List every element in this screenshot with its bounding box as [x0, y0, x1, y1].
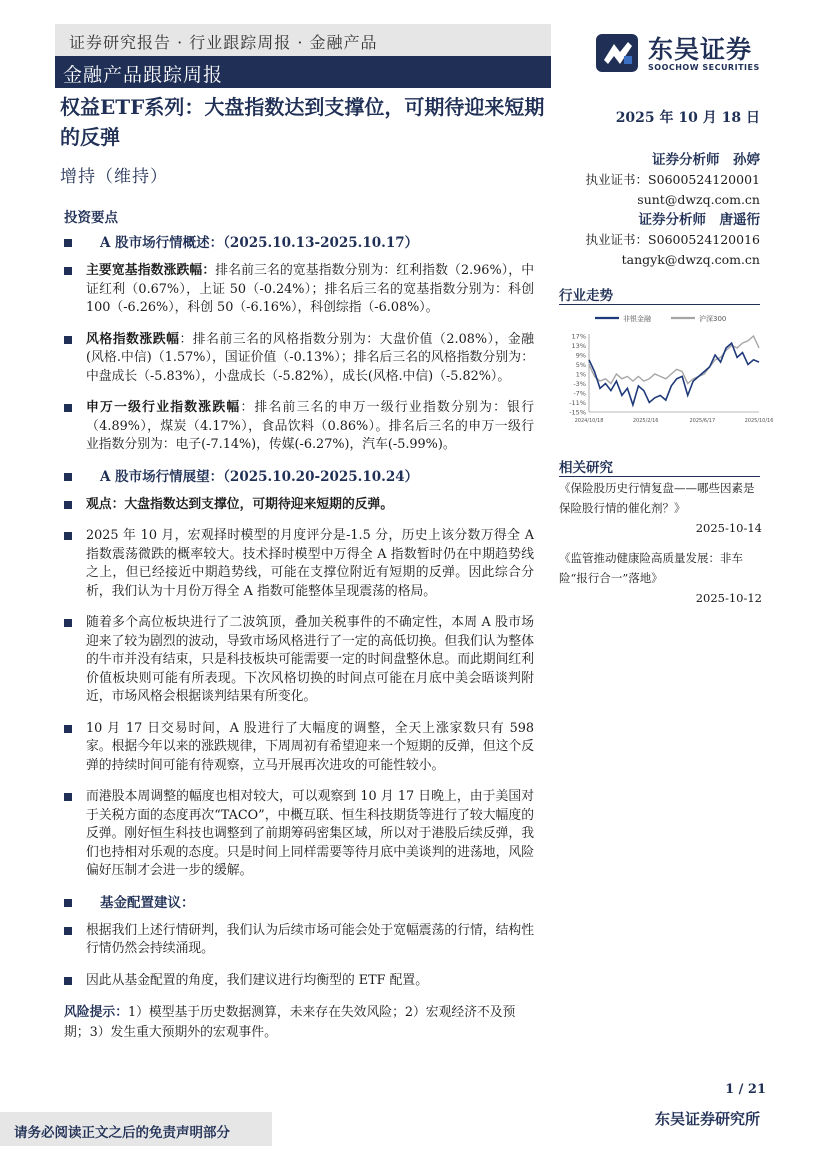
related-list: [559, 478, 762, 618]
series-line-index: [589, 336, 759, 384]
legend-label: 沪深300: [699, 315, 727, 323]
analyst-cert: 执业证书：S0600524120001: [585, 172, 760, 187]
breadcrumb: [55, 24, 551, 56]
trend-label: 行业走势: [559, 288, 613, 304]
y-tick-label: -7%: [573, 389, 586, 398]
trend-chart: [559, 308, 774, 428]
square-bullet-icon: [64, 473, 72, 481]
analyst-block: [530, 150, 760, 270]
analyst-email[interactable]: sunt@dwzq.com.cn: [637, 192, 760, 207]
list-item: [64, 262, 534, 318]
y-tick-label: -15%: [569, 408, 586, 417]
bullet-head: 风格指数涨跌幅: [86, 331, 180, 347]
square-bullet-icon: [64, 927, 72, 935]
investment-highlights: [64, 206, 534, 1043]
breadcrumb-text: 证券研究报告 · 行业跟踪周报 · 金融产品: [69, 33, 378, 52]
disclaimer-band: [0, 1112, 272, 1146]
square-bullet-icon: [64, 239, 72, 247]
related-label: 相关研究: [559, 460, 613, 476]
section-subheading: 基金配置建议：: [64, 894, 534, 912]
company-logo: [594, 30, 774, 76]
view-text: 观点：大盘指数达到支撑位，可期待迎来短期的反弹。: [86, 496, 394, 512]
bullet-head: 主要宽基指数涨跌幅：: [86, 263, 216, 278]
page-number: 1 / 21: [725, 1082, 766, 1097]
paragraph-text: 根据我们上述行情研判，我们认为后续市场可能会处于宽幅震荡的行情，结构性行情仍然会持续涌现。: [86, 922, 534, 956]
bullet-text: 排名前三名的宽基指数分别为：红利指数（2.96%），中证红利（0.67%），上证 50（-0.24%）；排名后三名的宽基指数分别为：科创 100（-6.26%），科创 50（-6.16%），科创综指（-6.08%）。: [86, 263, 534, 315]
divider: [559, 304, 760, 305]
y-tick-label: -11%: [569, 399, 586, 407]
square-bullet-icon: [64, 501, 72, 509]
paragraph-text: 2025 年 10 月，宏观择时模型的月度评分是-1.5 分，历史上该分数万得全 A 指数震荡微跌的概率较大。技术择时模型中万得全 A 指数暂时仍在中期趋势线之上，但已经接近中期趋势线，可能在支撑位附近有短期的反弹。因此综合分析，我们认为十月份万得全 A 指数可能整体呈现震荡的格局。: [86, 528, 534, 599]
square-bullet-icon: [64, 725, 72, 733]
square-bullet-icon: [64, 977, 72, 985]
paragraph-text: 而港股本周调整的幅度也相对较大，可以观察到 10 月 17 日晚上，由于美国对于关税方面的态度再次“TACO”，中概互联、恒生科技期货等进行了较大幅度的反弹。刚好恒生科技也调整到了前期筹码密集区域，所以对于港股后续反弹，我们也持相对乐观的态度。只是时间上同样需要等待月底中美谈判的进荡地，风险偏好压制才会进一步的缓解。: [86, 789, 534, 878]
list-item: [64, 614, 534, 707]
analyst-name: 证券分析师 唐遥衎: [638, 212, 760, 228]
list-item: [64, 922, 534, 959]
section-subheading: A 股市场行情展望：（2025.10.20-2025.10.24）: [64, 468, 534, 486]
x-tick-label: 2025/2/16: [632, 418, 659, 424]
disclaimer-text[interactable]: 请务必阅读正文之后的免责声明部分: [14, 1125, 230, 1141]
y-tick-label: 5%: [575, 361, 586, 369]
logo-cn-text: 东吴证券: [648, 35, 753, 64]
risk-head: 风险提示：: [64, 1005, 128, 1020]
related-item-title[interactable]: 《保险股历史行情复盘——哪些因素是保险股行情的催化剂？》: [559, 481, 755, 515]
related-item-date: 2025-10-14: [695, 521, 762, 535]
report-date: 2025 年 10 月 18 日: [615, 110, 760, 126]
bullet-head: 申万一级行业指数涨跌幅: [86, 400, 241, 415]
x-tick-label: 2024/10/18: [574, 418, 604, 424]
logo-mark-icon: [594, 30, 640, 76]
related-item-date: 2025-10-12: [695, 591, 762, 605]
square-bullet-icon: [64, 404, 72, 412]
square-bullet-icon: [64, 267, 72, 275]
section-heading: 投资要点: [64, 210, 118, 226]
section-subheading: A 股市场行情概述：（2025.10.13-2025.10.17）: [64, 234, 534, 252]
x-tick-label: 2025/10/16: [744, 418, 774, 424]
square-bullet-icon: [64, 532, 72, 540]
analyst-email[interactable]: tangyk@dwzq.com.cn: [621, 252, 760, 267]
list-item: [64, 496, 534, 515]
paragraph-text: 10 月 17 日交易时间，A 股进行了大幅度的调整，全天上涨家数只有 598 家。根据今年以来的涨跌规律，下周周初有希望迎来一个短期的反弹，但这个反弹的持续时间可能有待观察，立马开展再次进攻的可能性较小。: [86, 720, 534, 773]
list-item: [64, 331, 534, 387]
divider: [559, 476, 760, 477]
analyst-cert: 执业证书：S0600524120016: [585, 232, 760, 247]
risk-warning: [64, 1003, 534, 1043]
analyst-name: 证券分析师 孙婷: [652, 152, 760, 168]
square-bullet-icon: [64, 793, 72, 801]
category-band: [55, 56, 551, 88]
related-item-title[interactable]: 《监管推动健康险高质量发展：非车险“报行合一”落地》: [559, 551, 743, 585]
category-text: 金融产品跟踪周报: [63, 64, 224, 86]
list-item: [64, 527, 534, 601]
y-tick-label: 1%: [575, 370, 586, 379]
list-item: [64, 788, 534, 881]
series-line-sector: [589, 343, 759, 405]
y-tick-label: 17%: [571, 332, 586, 341]
list-item: [64, 399, 534, 455]
square-bullet-icon: [64, 619, 72, 627]
risk-text: 1）模型基于历史数据测算，未来存在失效风险；2）宏观经济不及预期；3）发生重大预期外的宏观事件。: [64, 1005, 516, 1040]
paragraph-text: 随着多个高位板块进行了二波筑顶，叠加关税事件的不确定性，本周 A 股市场迎来了较为剧烈的波动，导致市场风格进行了一定的高低切换。但我们认为整体的牛市并没有结束，只是科技板块可能需要一定的时间盘整休息。而此期间红利价值板块则可能有所表现。下次风格切换的时间点可能在月底中美会晤谈判附近，市场风格会根据谈判结果有所变化。: [86, 615, 534, 704]
bullet-text: ：排名前三名的风格指数分别为：大盘价值（2.08%），金融(风格.中信)（1.57%），国证价值（-0.13%）；排名后三名的风格指数分别为：中盘成长（-5.83%），小盘成长（-5.82%），成长(风格.中信)（-5.82%）。: [86, 331, 535, 384]
report-title: 权益ETF系列：大盘指数达到支撑位，可期待迎来短期的反弹: [60, 95, 545, 149]
y-tick-label: 9%: [575, 351, 586, 360]
list-item: [64, 972, 534, 991]
paragraph-text: 因此从基金配置的角度，我们建议进行均衡型的 ETF 配置。: [86, 972, 429, 988]
bullet-text: ：排名前三名的申万一级行业指数分别为：银行（4.89%），煤炭（4.17%），食品饮料（0.86%）。排名后三名的申万一级行业指数分别为：电子(-7.14%)，传媒(-6.27%)，汽车(-5.99%)。: [86, 400, 535, 452]
square-bullet-icon: [64, 336, 72, 344]
legend-label: 非银金融: [623, 315, 651, 323]
logo-en-text: SOOCHOW SECURITIES: [648, 63, 760, 72]
square-bullet-icon: [64, 899, 72, 907]
x-tick-label: 2025/6/17: [689, 418, 716, 424]
list-item: [64, 720, 534, 776]
institute-name: 东吴证券研究所: [654, 1110, 760, 1128]
report-rating: 增持（维持）: [60, 167, 168, 187]
y-tick-label: -3%: [573, 380, 586, 388]
y-tick-label: 13%: [571, 342, 586, 350]
